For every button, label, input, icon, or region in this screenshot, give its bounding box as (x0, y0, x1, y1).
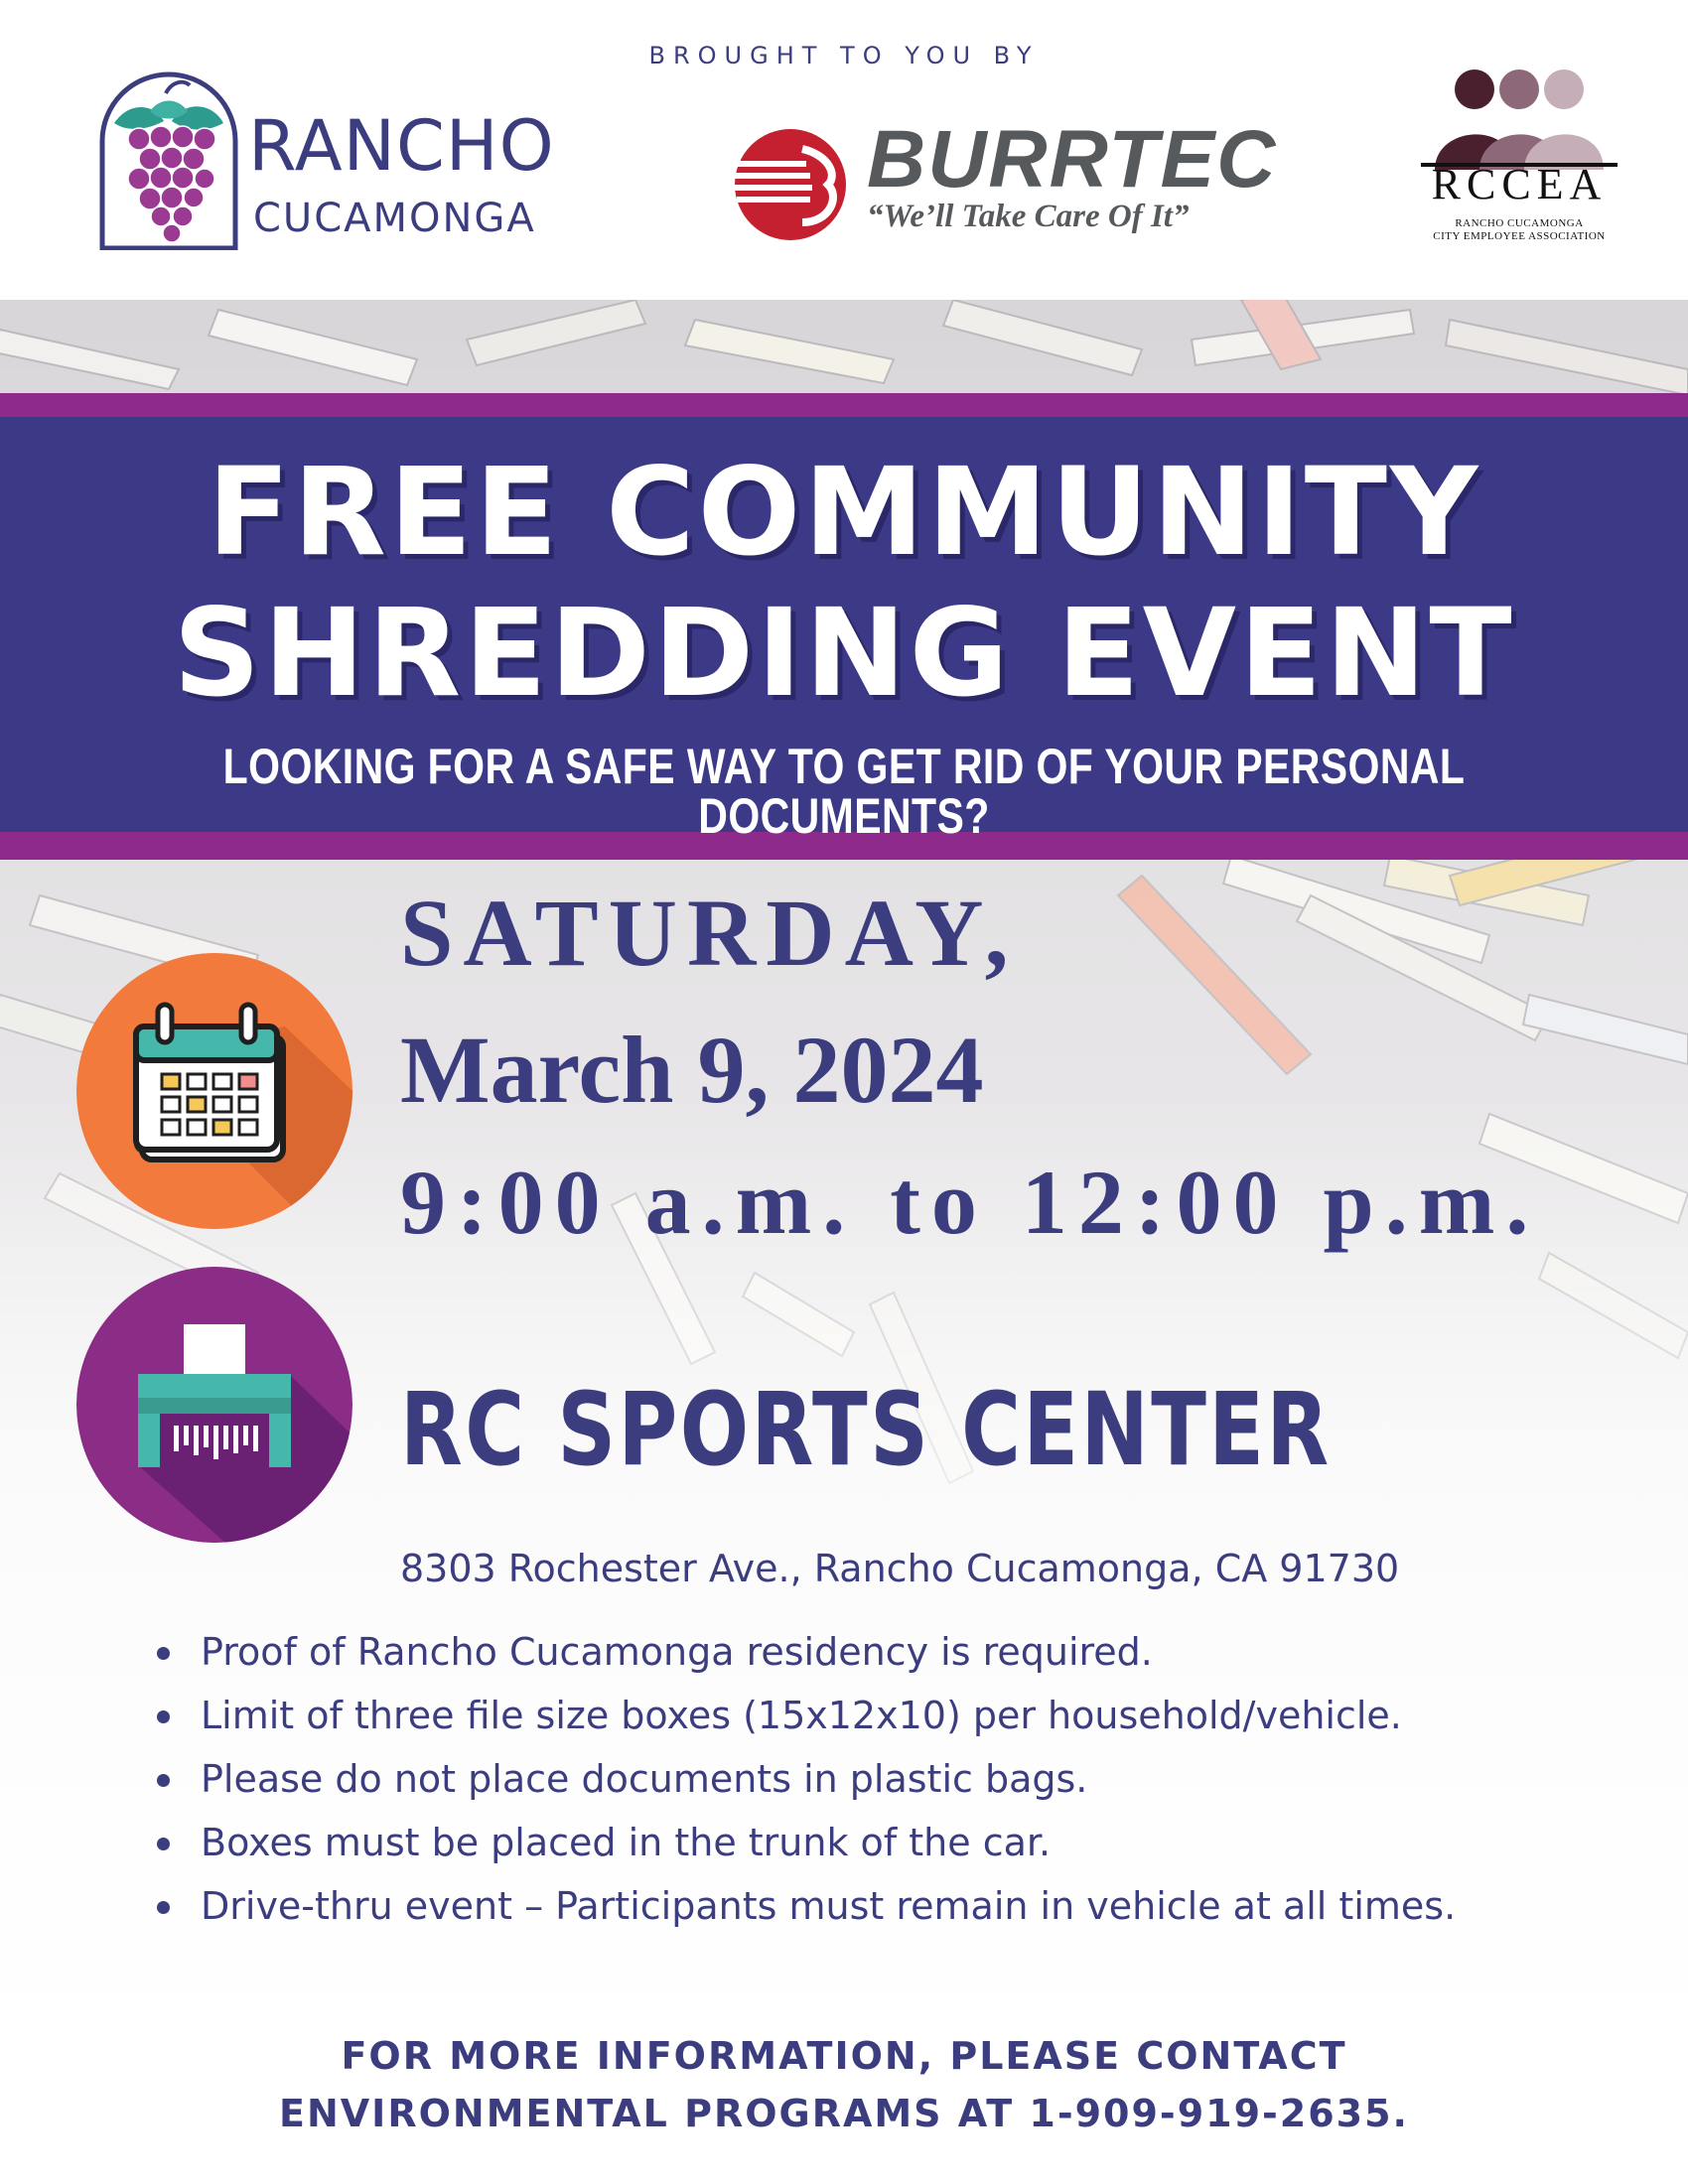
event-address: 8303 Rochester Ave., Rancho Cucamonga, CA 91730 (400, 1547, 1400, 1590)
event-date: March 9, 2024 (400, 1017, 984, 1123)
bullet-dot (157, 1901, 170, 1914)
list-item (149, 1747, 1456, 1811)
rccea-subtitle-line2: CITY EMPLOYEE ASSOCIATION (1433, 230, 1606, 242)
burrtec-emblem-icon (733, 127, 848, 242)
rancho-logo-line2: CUCAMONGA (253, 196, 536, 241)
bullet-dot (157, 1774, 170, 1787)
shredder-icon (76, 1267, 352, 1543)
requirement-text: Please do not place documents in plastic bags. (201, 1757, 1088, 1801)
rccea-people-icon (1415, 66, 1623, 170)
event-title-line1: FREE COMMUNITY (207, 442, 1481, 583)
list-item (149, 1684, 1456, 1747)
bullet-dot (157, 1647, 170, 1660)
rancho-logo-line1: RANCHO (248, 105, 555, 187)
bullet-dot (157, 1838, 170, 1850)
requirement-text: Proof of Rancho Cucamonga residency is required. (201, 1630, 1153, 1674)
requirement-text: Boxes must be placed in the trunk of the car. (201, 1821, 1052, 1864)
banner-top-stripe (0, 393, 1688, 417)
list-item (149, 1620, 1456, 1684)
burrtec-name: BURRTEC (867, 114, 1278, 205)
rccea-name: RCCEA (1431, 160, 1608, 208)
contact-info-line1: FOR MORE INFORMATION, PLEASE CONTACT (341, 2034, 1347, 2078)
contact-info-line2: ENVIRONMENTAL PROGRAMS AT 1-909-919-2635. (279, 2092, 1409, 2135)
event-title-line2: SHREDDING EVENT (173, 583, 1515, 724)
requirement-text: Drive-thru event – Participants must remain in vehicle at all times. (201, 1884, 1457, 1928)
event-subtitle: LOOKING FOR A SAFE WAY TO GET RID OF YOUR PERSONAL DOCUMENTS? (222, 739, 1466, 844)
grapes-icon (94, 71, 243, 250)
rccea-subtitle-line1: RANCHO CUCAMONGA (1455, 217, 1584, 229)
brought-to-you-by: BROUGHT TO YOU BY (648, 42, 1040, 69)
event-venue: RC SPORTS CENTER (400, 1371, 1332, 1489)
event-day: SATURDAY, (400, 880, 1019, 986)
requirement-text: Limit of three file size boxes (15x12x10) per household/vehicle. (201, 1694, 1402, 1737)
rccea-logo (1415, 66, 1623, 254)
event-time: 9:00 a.m. to 12:00 p.m. (400, 1152, 1540, 1253)
rancho-cucamonga-logo (94, 71, 601, 250)
calendar-icon (76, 953, 352, 1229)
bullet-dot (157, 1710, 170, 1723)
list-item (149, 1874, 1456, 1938)
burrtec-logo (733, 114, 1299, 248)
list-item (149, 1811, 1456, 1874)
requirements-list (149, 1620, 1456, 1938)
burrtec-tagline: “We’ll Take Care Of It” (867, 199, 1190, 234)
